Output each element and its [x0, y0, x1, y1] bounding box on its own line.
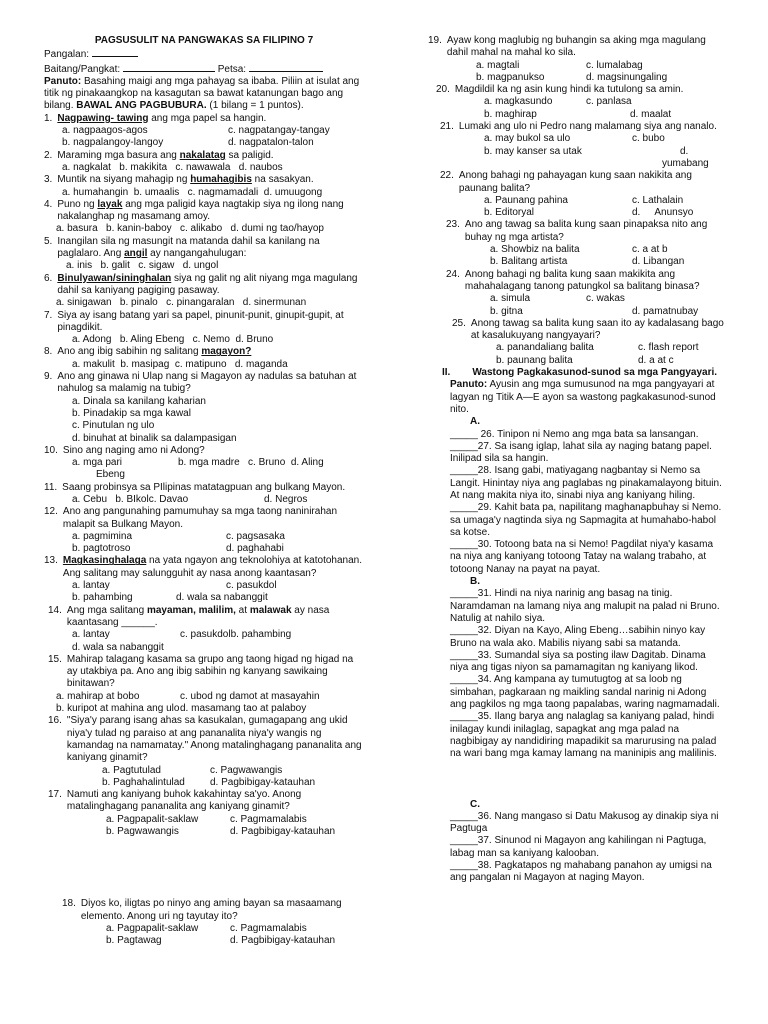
item-26[interactable]: _____ 26. Tinipon ni Nemo ang mga bata sa lansangan. [450, 428, 699, 440]
choices-12: a. pagmimina c. pagsasaka b. pagtotroso d. paghahabi [72, 530, 285, 555]
choices-13: a. lantay c. pasukdol b. pahambing d. wala sa nabanggit [72, 580, 277, 604]
choices-7[interactable]: a. Adong b. Aling Ebeng c. Nemo d. Bruno [72, 334, 274, 346]
choices-25: a. panandaliang balita c. flash report b. paunang balita d. a at c [496, 342, 699, 366]
item-31[interactable]: _____31. Hindi na niya narinig ang basag na tinig. Naramdaman na lamang niya ang malupit na palad ni Bruno. Natulig at nahilo siya. [450, 588, 720, 624]
choices-17: a. Pagpapalit-saklaw c. Pagmamalabis b. Pagwawangis d. Pagbibigay-katauhan [106, 813, 336, 837]
choices-18: a. Pagpapalit-saklaw c. Pagmamalabis b. Pagtawag d. Pagbibigay-katauhan [106, 922, 336, 947]
grade-date-field: Baitang/Pangkat: Petsa: [44, 62, 362, 76]
date-blank[interactable] [249, 62, 323, 72]
choices-22: a. Paunang pahina c. Lathalain b. Editoryal d. Anunsyo [484, 194, 694, 219]
choices-20: a. magkasundo c. panlasa b. maghirap d. maalat [484, 96, 672, 120]
question-3: 3. Muntik na siyang mahagip ng humahagibis na sasakyan. [44, 174, 314, 186]
question-4: 4. Puno ng layak ang mga paligid kaya nagtakip siya ng ilong nang nakalanghap ng masamang amoy. [44, 198, 344, 223]
question-13: 13. Magkasinghalaga na yata ngayon ang teknolohiya at katotohanan. Ang salitang may salungguhit ay nasa anong kaantasan? [44, 555, 362, 579]
question-8: 8. Ano ang ibig sabihin ng salitang magayon? [44, 346, 252, 358]
item-35[interactable]: _____35. Ilang barya ang nalaglag sa kaniyang palad, hindi inilagay kundi inilaglag, sapagkat ang mga palad na nagbibigay ay nandidiring mapadikit sa marurusing na palad na wari bang mga kamay lamang na maninipis ang malilinis. [450, 711, 717, 760]
group-a-label: A. [470, 416, 480, 428]
name-field: Pangalan: [44, 47, 362, 61]
choices-6[interactable]: a. sinigawan b. pinalo c. pinangaralan d. sinermunan [56, 297, 307, 309]
choices-3[interactable]: a. humahangin b. umaalis c. nagmamadali d. umuugong [62, 186, 323, 198]
choices-2[interactable]: a. nagkalat b. makikita c. nawawala d. naubos [62, 161, 283, 173]
choices-21: a. may bukol sa ulo c. bubo b. may kanser sa utak d. yumabang [484, 133, 709, 169]
exam-title: PAGSUSULIT NA PANGWAKAS SA FILIPINO 7 [94, 35, 314, 46]
item-28[interactable]: _____28. Isang gabi, matiyagang nagbantay si Nemo sa Langit. Hinintay niya ang paglabas ng pinakamalayong bituin. At nang makita niya ito, sinabi niya ang kaniyang hiling. [450, 465, 722, 501]
question-24: 24. Anong bahagi ng balita kung saan makikita ang mahahalagang tanong patungkol sa balitang binasa? [446, 268, 700, 292]
item-27[interactable]: _____27. Sa isang iglap, lahat sila ay naging batang papel. Inilipad sila sa hangin. [450, 440, 712, 465]
right-column [428, 35, 724, 885]
question-16: 16. "Siya'y parang isang ahas sa kasukalan, gumagapang ang ukid niya'y tulad ng paraiso at ang pananalita niya'y wangis ng kamandag na namamatay." Anong matalinghagang pananalita ang kaniyang ginamit? [48, 715, 362, 764]
question-12: 12. Ano ang pangunahing pamumuhay sa mga taong naninirahan malapit sa Bulkang Mayon. [44, 506, 338, 530]
choices-5[interactable]: a. inis b. galit c. sigaw d. ungol [66, 260, 219, 272]
question-15: 15. Mahirap talagang kasama sa grupo ang taong higad ng higad na ay utakbiya pa. Ano ang ibig sabihin ng kanyang sawikaing binitawan? [48, 653, 354, 690]
item-34[interactable]: _____34. Ang kampana ay tumutugtog at sa loob ng simbahan, pagkaraan ng maikling sandal narinig ni Adong ang pagkilos ng mga taong papalabas, waring nagmamadali. [450, 674, 720, 711]
choices-9: a. Dinala sa kanilang kaharian b. Pinadakip sa mga kawal c. Pinutulan ng ulo d. binuhat at binalik sa dalampasigan [72, 395, 237, 444]
section-2-heading: II. Wastong Pagkakasunod-sunod sa mga Pangyayari. [442, 367, 718, 379]
choices-14: a. lantay c. pasukdol b. pahambing d. wala sa nabanggit [72, 629, 292, 653]
item-37[interactable]: _____37. Sinunod ni Magayon ang kahilingan ni Pagtuga, labag man sa kaniyang kalooban. [450, 835, 707, 859]
group-c-label: C. [470, 798, 480, 810]
choices-11: a. Cebu b. BIkolc. Davao d. Negros [72, 493, 308, 505]
choices-19: a. magtali c. lumalabag b. magpanukso d. magsinungaling [476, 59, 668, 83]
question-22: 22. Anong bahagi ng pahayagan kung saan nakikita ang paunang balita? [440, 170, 692, 194]
question-20: 20. Magdildil ka ng asin kung hindi ka tutulong sa amin. [436, 84, 684, 96]
item-38[interactable]: _____38. Pagkatapos ng mahabang panahon ay umigsi na ang pangalan ni Magayon at naging Mayon. [450, 860, 712, 884]
question-10: 10. Sino ang naging amo ni Adong? [44, 444, 205, 456]
question-18: 18. Diyos ko, iligtas po ninyo ang aming bayan sa masaamang elemento. Anong uri ng tayutay ito? [62, 898, 342, 922]
question-5: 5. Inangilan sila ng masungit na matanda dahil sa kanilang na paglalaro. Ang angil ay nangangahulugan: [44, 235, 320, 260]
left-column [44, 35, 362, 947]
question-2: 2. Maraming mga basura ang nakalatag sa paligid. [44, 149, 274, 161]
choices-8[interactable]: a. makulit b. masipag c. matipuno d. maganda [72, 358, 288, 370]
question-11: 11. Saang probinsya sa PIlipinas matatagpuan ang bulkang Mayon. [44, 481, 346, 493]
question-17: 17. Namuti ang kaniyang buhok kakahintay sa'yo. Anong matalinghagang pananalita ang kaniyang ginamit? [48, 789, 302, 813]
question-1: 1. Nagpawing- tawing ang mga papel sa hangin. [44, 112, 267, 124]
choices-4[interactable]: a. basura b. kanin-baboy c. alikabo d. dumi ng tao/hayop [56, 223, 324, 235]
choices-1: a. nagpaagos-agos c. nagpatangay-tangay b. nagpalangoy-langoy d. nagpatalon-talon [62, 125, 330, 149]
question-21: 21. Lumaki ang ulo ni Pedro nang malamang siya ang nanalo. [440, 121, 717, 133]
item-32[interactable]: _____32. Diyan na Kayo, Aling Ebeng…sabihin ninyo kay Bruno na wala ako. Mabilis niyang sabi sa matanda. [450, 625, 706, 649]
choices-15: a. mahirap at bobo c. ubod ng damot at masayahin b. kuripot at mahina ang ulo d. masamang tao at palaboy [56, 690, 320, 715]
choices-10: a. mga pari b. mga madre c. Bruno d. Aling Ebeng [72, 457, 324, 481]
item-30[interactable]: _____30. Totoong bata na si Nemo! Pagdilat niya'y kasama na niya ang kaniyang totoong Tatay na walang trabaho, at totoong Nanay na payat na payat. [450, 539, 714, 575]
item-33[interactable]: _____33. Sumandal siya sa posting ilaw Dagitab. Dinama niya ang tigas niyon sa pamamagitan ng kaniyang likod. [450, 649, 706, 674]
item-29[interactable]: _____29. Kahit bata pa, napilitang maghanapbuhay si Nemo. sa umaga'y nagtinda siya ng Sapmagita at humahabo-habol sa kotse. [450, 502, 722, 538]
question-6: 6. Binulyawan/sininghalan siya ng galit ng alit niyang mga magulang dahil sa kaniyang pagiging pasaway. [44, 272, 358, 296]
grade-blank[interactable] [123, 62, 215, 72]
instructions: Panuto: Basahing maigi ang mga pahayag sa ibaba. Piliin at isulat ang titik ng pinakaangkop na kasagutan sa bawat katanungan bago ang bilang. BAWAL ANG PAGBUBURA. (1 bilang = 1 puntos). [44, 75, 360, 112]
question-14: 14. Ang mga salitang mayaman, malilim, at malawak ay nasa kaantasang ______. [48, 604, 330, 628]
section-2-items [428, 416, 724, 884]
section-2-instructions: Panuto: Ayusin ang mga sumusunod na mga pangyayari at lagyan ng Titik A—E ayon sa wastong pagkakasunod-sunod nito. [450, 379, 716, 415]
group-b-label: B. [470, 576, 480, 588]
question-23: 23. Ano ang tawag sa balita kung saan pinapaksa nito ang buhay ng mga artista? [446, 219, 708, 243]
question-19: 19. Ayaw kong maglubig ng buhangin sa aking mga magulang dahil mahal na mahal ko sila. [428, 35, 706, 59]
question-7: 7. Siya ay isang batang yari sa papel, pinunit-punit, ginupit-gupit, at pinagdikit. [44, 309, 344, 333]
question-25: 25. Anong tawag sa balita kung saan ito ay kadalasang bago at kasalukuyang nangyayari? [452, 317, 724, 342]
question-9: 9. Ano ang ginawa ni Ulap nang si Magayon ay nadulas sa batuhan at nahulog sa malamig na tubig? [44, 371, 357, 395]
choices-23: a. Showbiz na balita c. a at b b. Balitang artista d. Libangan [490, 244, 685, 268]
name-blank[interactable] [92, 47, 138, 57]
choices-24: a. simula c. wakas b. gitna d. pamatnubay [490, 293, 699, 317]
item-36[interactable]: _____36. Nang mangaso si Datu Makusog ay dinakip siya ni Pagtuga [450, 810, 719, 835]
choices-16: a. Pagtutulad c. Pagwawangis b. Paghahalintulad d. Pagbibigay-katauhan [102, 764, 316, 788]
